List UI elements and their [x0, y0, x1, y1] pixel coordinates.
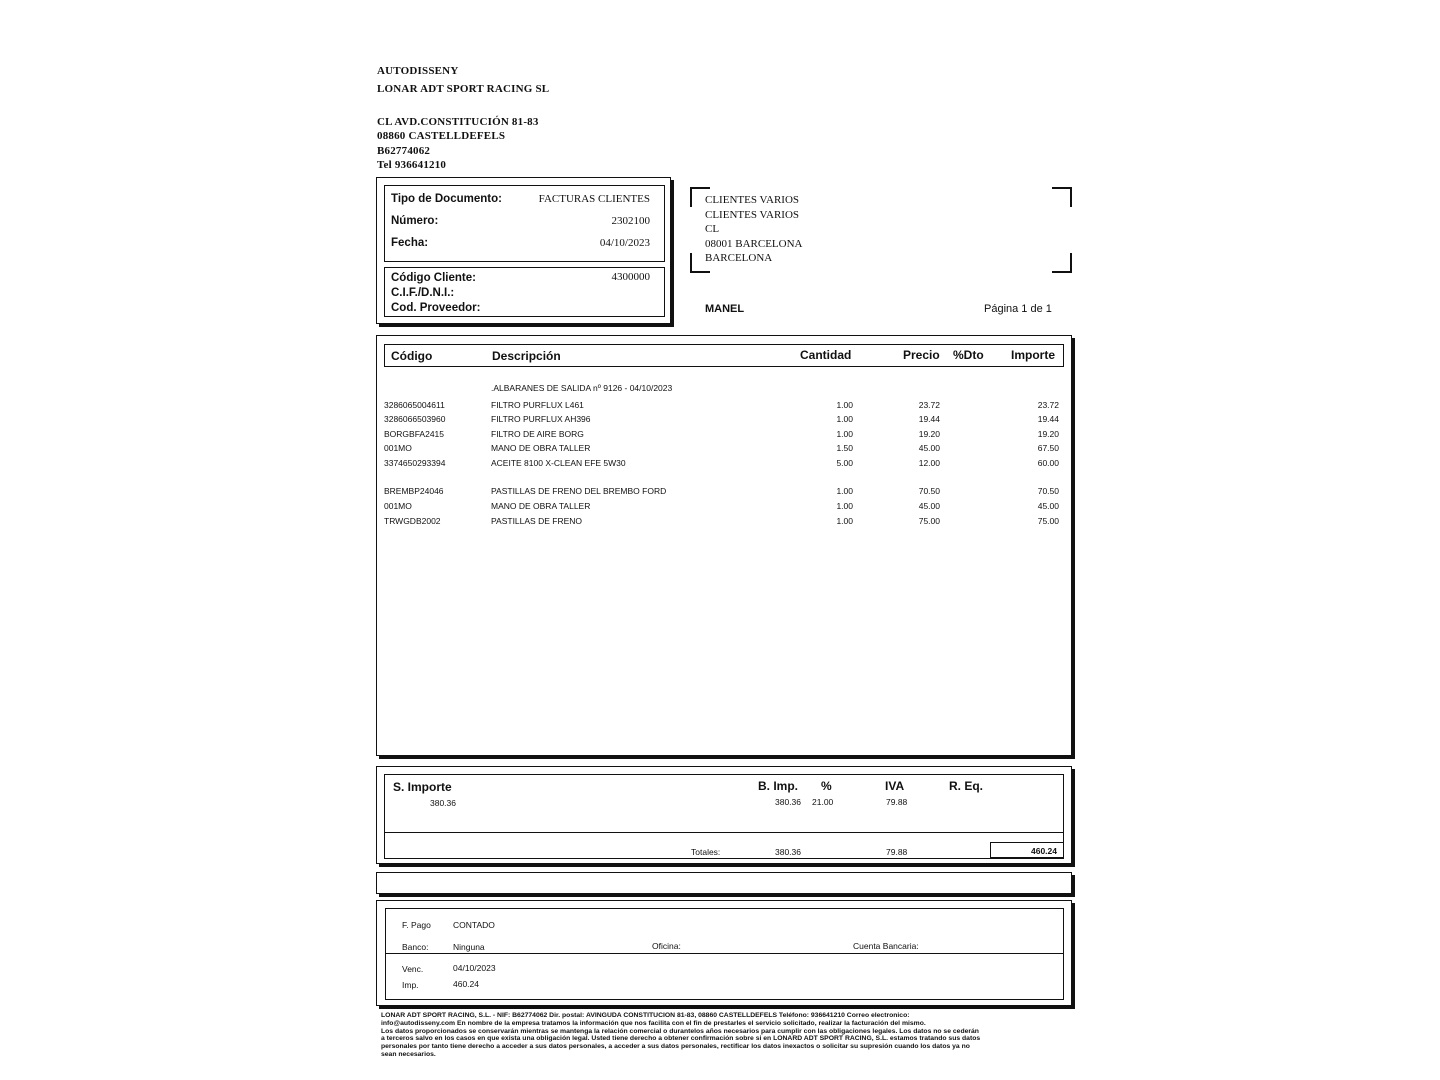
cell-importe: 60.00: [1037, 458, 1059, 468]
client-line: BARCELONA: [705, 252, 773, 264]
bracket-top-right: [1052, 187, 1072, 207]
header-precio: Precio: [903, 348, 940, 362]
cell-descripcion: MANO DE OBRA TALLER: [491, 501, 591, 511]
company-city: 08860 CASTELLDEFELS: [377, 130, 506, 142]
cell-codigo: BREMBP24046: [384, 486, 444, 496]
client-code-box: [384, 267, 665, 317]
cell-descripcion: FILTRO PURFLUX L461: [491, 400, 584, 410]
line-items-box: [376, 335, 1072, 756]
cell-cantidad: 1.00: [836, 486, 853, 496]
document-number-value: 2302100: [611, 215, 650, 227]
imp-label: Imp.: [402, 980, 419, 990]
grand-total: 460.24: [1031, 846, 1057, 856]
cell-importe: 45.00: [1037, 501, 1059, 511]
total-bimp: 380.36: [775, 847, 801, 857]
page-number: Página 1 de 1: [984, 303, 1052, 315]
fpago-value: CONTADO: [453, 920, 495, 930]
table-header: [384, 344, 1064, 367]
cell-precio: 45.00: [918, 443, 940, 453]
cell-precio: 45.00: [918, 501, 940, 511]
req-label: R. Eq.: [949, 779, 984, 793]
document-type-box: [384, 185, 665, 262]
cell-cantidad: 1.00: [836, 400, 853, 410]
client-code-value: 4300000: [611, 271, 650, 283]
company-name: AUTODISSENY: [377, 65, 459, 77]
legal-line: LONAR ADT SPORT RACING, S.L. - NIF: B62774062 Dir. postal: AVINGUDA CONSTITUCIÓN 81-83, 08860 CASTELLDEFELS Teléfono: 936641210 Correo electronico:: [381, 1012, 910, 1019]
company-legal-name: LONAR ADT SPORT RACING SL: [377, 83, 550, 95]
bimp-label: B. Imp.: [758, 779, 799, 793]
cell-codigo: 001MO: [384, 501, 412, 511]
payment-inner: [385, 908, 1064, 1000]
cell-descripcion: MANO DE OBRA TALLER: [491, 443, 591, 453]
legal-line: a terceros salvo en los casos en que exista una obligación legal. Usted tiene derecho a obtener confirmación sobre si en LONARD ADT SPORT RACING, S.L. estamos tratando sus datos: [381, 1035, 981, 1043]
cell-importe: 70.50: [1037, 486, 1059, 496]
cell-codigo: 3374650293394: [384, 458, 446, 468]
cell-descripcion: PASTILLAS DE FRENO DEL BREMBO FORD: [491, 486, 667, 496]
total-iva: 79.88: [886, 847, 908, 857]
grand-total-box: [990, 842, 1064, 858]
cell-cantidad: 1.00: [836, 516, 853, 526]
legal-line: info@autodisseny.com En nombre de la empresa tratamos la información que nos facilita con el fin de prestarles el servicio solicitado, realizar la facturación del mismo.: [381, 1019, 926, 1027]
payment-divider: [386, 953, 1063, 954]
cell-importe: 67.50: [1037, 443, 1059, 453]
cell-cantidad: 1.00: [836, 429, 853, 439]
totals-inner: [384, 774, 1064, 859]
legal-line: personales por tanto tiene derecho a acceder a sus datos personales, a acceder a sus datos personales, rectificar los datos inexactos o solicitar su supresión cuando los datos ya no: [381, 1043, 970, 1051]
cell-descripcion: FILTRO PURFLUX AH396: [491, 414, 591, 424]
header-descripcion: Descripción: [492, 349, 561, 363]
cell-descripcion: FILTRO DE AIRE BORG: [491, 429, 584, 439]
venc-value: 04/10/2023: [453, 963, 496, 973]
cell-descripcion: ACEITE 8100 X-CLEAN EFE 5W30: [491, 458, 626, 468]
cell-cantidad: 1.00: [836, 414, 853, 424]
cell-codigo: 3286066503960: [384, 414, 446, 424]
client-line: CLIENTES VARIOS: [705, 194, 800, 206]
cif-label: C.I.F./D.N.I.:: [391, 287, 455, 299]
totales-label: Totales:: [691, 847, 721, 857]
header-importe: Importe: [1011, 348, 1056, 362]
document-type-value: FACTURAS CLIENTES: [538, 193, 650, 205]
pct-value: 21.00: [812, 797, 834, 807]
agent-name: MANEL: [705, 303, 745, 315]
notes-band: [376, 872, 1072, 894]
client-code-label: Código Cliente:: [391, 272, 476, 284]
header-codigo: Código: [391, 349, 433, 363]
cell-descripcion: PASTILLAS DE FRENO: [491, 516, 583, 526]
legal-footer: [381, 1012, 1075, 1059]
iva-label: IVA: [885, 779, 905, 793]
cell-precio: 23.72: [918, 400, 940, 410]
header-cantidad: Cantidad: [800, 348, 852, 362]
cell-importe: 19.20: [1037, 429, 1059, 439]
cuenta-label: Cuenta Bancaria:: [853, 941, 919, 951]
legal-line: sean necesarios.: [381, 1050, 436, 1058]
cell-cantidad: 1.00: [836, 501, 853, 511]
cell-cantidad: 5.00: [836, 458, 853, 468]
cell-precio: 70.50: [918, 486, 940, 496]
cell-precio: 19.44: [918, 414, 940, 424]
s-importe-value: 380.36: [430, 798, 456, 808]
cell-codigo: 3286065004611: [384, 400, 445, 410]
client-line: CL: [705, 223, 720, 235]
client-address: [705, 193, 802, 266]
fpago-label: F. Pago: [402, 920, 431, 930]
cell-importe: 23.72: [1037, 400, 1059, 410]
imp-value: 460.24: [453, 979, 479, 989]
company-address: CL AVD.CONSTITUCIÓN 81-83: [377, 116, 539, 128]
document-date-value: 04/10/2023: [599, 237, 650, 249]
cell-precio: 19.20: [918, 429, 940, 439]
client-line: 08001 BARCELONA: [705, 237, 803, 250]
totals-box: [376, 766, 1072, 864]
legal-line: Los datos proporcionados se conservarán mientras se mantenga la relación comercial o durantelos años necesarios para cumplir con las obligaciones legales. Los datos no se cederán: [381, 1027, 979, 1035]
document-type-label: Tipo de Documento:: [391, 193, 502, 205]
payment-box: [376, 900, 1072, 1006]
cell-precio: 12.00: [918, 458, 940, 468]
cell-importe: 75.00: [1037, 516, 1059, 526]
oficina-label: Oficina:: [652, 941, 681, 951]
company-nif: B62774062: [377, 145, 431, 157]
cell-cantidad: 1.50: [836, 443, 853, 453]
header-dto: %Dto: [953, 348, 984, 362]
venc-label: Venc.: [402, 964, 424, 974]
client-line: CLIENTES VARIOS: [705, 208, 800, 221]
banco-label: Banco:: [402, 942, 429, 952]
albaran-reference: .ALBARANES DE SALIDA nº 9126 - 04/10/2023: [491, 383, 673, 393]
supplier-code-label: Cod. Proveedor:: [391, 302, 481, 314]
pct-label: %: [821, 779, 832, 793]
document-date-label: Fecha:: [391, 237, 429, 249]
banco-value: Ninguna: [453, 942, 485, 952]
cell-codigo: BORGBFA2415: [384, 429, 445, 439]
iva-value: 79.88: [886, 797, 908, 807]
totals-divider: [385, 832, 1063, 833]
bracket-bottom-right: [1052, 253, 1072, 273]
document-number-label: Número:: [391, 215, 439, 227]
cell-precio: 75.00: [918, 516, 940, 526]
company-tel: Tel 936641210: [377, 159, 447, 171]
s-importe-label: S. Importe: [393, 780, 452, 794]
bimp-value: 380.36: [775, 797, 801, 807]
cell-codigo: TRWGDB2002: [384, 516, 441, 526]
cell-importe: 19.44: [1037, 414, 1059, 424]
document-info-box: [376, 177, 671, 324]
cell-codigo: 001MO: [384, 443, 412, 453]
